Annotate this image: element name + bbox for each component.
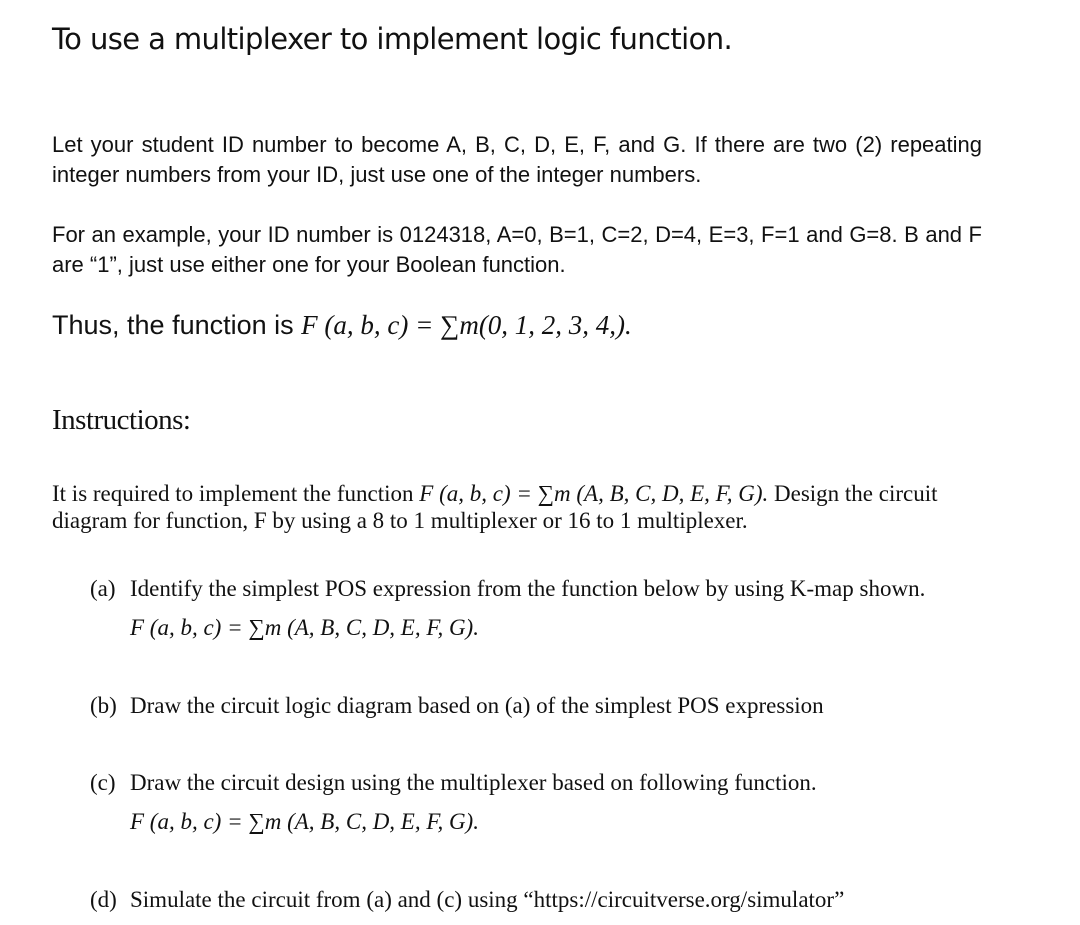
item-marker: (d) [90, 887, 117, 912]
item-text: Identify the simplest POS expression from the function below by using K-map shown. [130, 576, 926, 601]
instruction-item-d [90, 886, 844, 913]
item-c-formula: F (a, b, c) = ∑m (A, B, C, D, E, F, G). [130, 809, 479, 834]
item-marker: (b) [90, 693, 117, 718]
item-text: Draw the circuit design using the multiplexer based on following function. [130, 770, 817, 795]
item-a-formula: F (a, b, c) = ∑m (A, B, C, D, E, F, G). [130, 615, 479, 640]
document-title: To use a multiplexer to implement logic function. [52, 22, 733, 56]
intro-paragraph-id: Let your student ID number to become A, B, C, D, E, F, and G. If there are two (2) repeating integer numbers from your ID, just use one of the integer numbers. [52, 132, 982, 187]
function-statement-label: Thus, the function is [52, 310, 302, 340]
instruction-item-c [90, 769, 817, 796]
item-text: Simulate the circuit from (a) and (c) using “https://circuitverse.org/simulator” [130, 887, 845, 912]
instructions-heading: Instructions: [52, 404, 191, 436]
instructions-formula: F (a, b, c) = ∑m (A, B, C, D, E, F, G). [419, 481, 769, 506]
instructions-text-after: Design the circuit diagram for function, F by using a 8 to 1 multiplexer or 16 to 1 multiplexer. [52, 481, 938, 533]
item-marker: (c) [90, 770, 116, 795]
instructions-text-before: It is required to implement the function [52, 481, 420, 506]
function-statement [52, 310, 632, 341]
instructions-paragraph [52, 480, 962, 534]
instruction-item-a [90, 575, 925, 602]
intro-paragraph-example: For an example, your ID number is 0124318, A=0, B=1, C=2, D=4, E=3, F=1 and G=8. B and F are “1”, just use either one for your Boolean function. [52, 222, 982, 277]
example-function-formula: F (a, b, c) = ∑m(0, 1, 2, 3, 4,). [301, 310, 632, 340]
instruction-item-b [90, 692, 824, 719]
item-text: Draw the circuit logic diagram based on (a) of the simplest POS expression [130, 693, 824, 718]
item-marker: (a) [90, 576, 116, 601]
